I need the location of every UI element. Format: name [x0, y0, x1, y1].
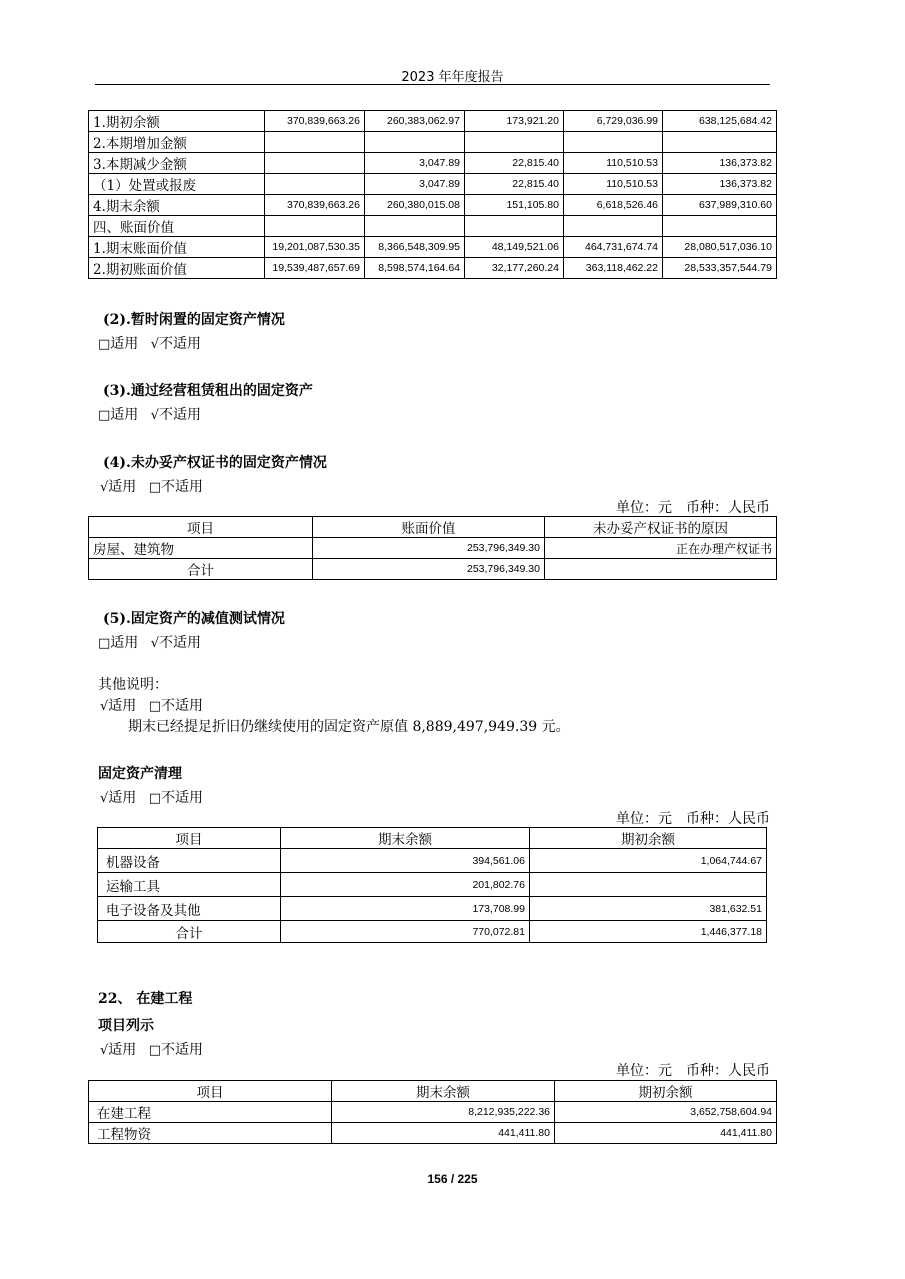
checkbox-unchecked-icon: □	[148, 791, 162, 806]
cell-value: 260,380,015.08	[365, 195, 465, 216]
cell-value: 370,839,663.26	[265, 111, 365, 132]
fixed-assets-impairment-table	[88, 110, 777, 279]
checkmark-icon: √	[150, 337, 160, 352]
applicability-line	[98, 333, 201, 353]
column-header: 期初余额	[530, 828, 767, 849]
cell-value: 28,080,517,036.10	[663, 237, 777, 258]
checkbox-unchecked-icon: □	[98, 408, 111, 423]
row-label: 4.期末余额	[89, 195, 265, 216]
cell-value	[663, 132, 777, 153]
column-header: 期末余额	[281, 828, 530, 849]
row-label: 2.期初账面价值	[89, 258, 265, 279]
cell-value: 1,446,377.18	[530, 921, 767, 943]
checkmark-icon: √	[150, 636, 160, 651]
row-label: 电子设备及其他	[98, 897, 281, 921]
cell-value	[465, 132, 564, 153]
table-row	[89, 216, 777, 237]
cell-value	[265, 153, 365, 174]
table-row	[89, 1123, 777, 1144]
cell-value: 638,125,684.42	[663, 111, 777, 132]
cell-value	[564, 216, 663, 237]
section-impairment-test-title: (5).固定资产的减值测试情况	[103, 611, 285, 627]
table-header-row	[98, 828, 767, 849]
cell-value	[530, 873, 767, 897]
cell-value: 110,510.53	[564, 174, 663, 195]
row-label: 房屋、建筑物	[89, 538, 313, 559]
no-certificate-table	[88, 516, 777, 580]
cell-value: 253,796,349.30	[313, 538, 545, 559]
option-applicable: 适用	[108, 790, 137, 806]
section-cleanup-title: 固定资产清理	[98, 766, 182, 782]
option-not-applicable: 不适用	[159, 336, 202, 352]
section-project-list-title: 项目列示	[98, 1018, 154, 1034]
cell-value: 151,105.80	[465, 195, 564, 216]
cell-value	[564, 132, 663, 153]
table-row	[98, 849, 767, 873]
applicability-line	[100, 695, 203, 715]
unit-currency-label: 单位：元 币种：人民币	[616, 811, 770, 827]
cell-value: 173,708.99	[281, 897, 530, 921]
checkmark-icon: √	[100, 699, 109, 714]
applicability-line	[100, 476, 203, 496]
cell-value	[465, 216, 564, 237]
construction-table	[88, 1080, 777, 1144]
page-number: 156 / 225	[427, 1172, 478, 1186]
option-not-applicable: 不适用	[159, 635, 202, 651]
column-header: 项目	[89, 517, 313, 538]
cell-reason	[545, 559, 777, 580]
cell-value: 6,618,526.46	[564, 195, 663, 216]
cell-value: 8,212,935,222.36	[332, 1102, 555, 1123]
row-label: 2.本期增加金额	[89, 132, 265, 153]
report-header-title: 2023 年年度报告	[401, 70, 504, 85]
cell-value	[663, 216, 777, 237]
option-applicable: 适用	[108, 479, 137, 495]
row-label: 机器设备	[98, 849, 281, 873]
column-header: 未办妥产权证书的原因	[545, 517, 777, 538]
section-construction-title: 22、 在建工程	[98, 991, 193, 1007]
cell-value: 28,533,357,544.79	[663, 258, 777, 279]
column-header: 账面价值	[313, 517, 545, 538]
checkmark-icon: √	[150, 408, 160, 423]
option-applicable: 适用	[110, 407, 139, 423]
cell-value: 770,072.81	[281, 921, 530, 943]
applicability-line	[100, 787, 203, 807]
cell-value: 136,373.82	[663, 174, 777, 195]
cell-value: 19,539,487,657.69	[265, 258, 365, 279]
option-not-applicable: 不适用	[161, 1042, 204, 1058]
checkbox-unchecked-icon: □	[98, 636, 111, 651]
checkmark-icon: √	[100, 480, 109, 495]
cell-value: 201,802.76	[281, 873, 530, 897]
table-row	[89, 258, 777, 279]
table-row	[89, 174, 777, 195]
cell-value: 637,989,310.60	[663, 195, 777, 216]
applicability-line	[98, 632, 201, 652]
cell-value	[365, 216, 465, 237]
option-not-applicable: 不适用	[161, 479, 204, 495]
checkmark-icon: √	[100, 791, 109, 806]
cell-value	[265, 216, 365, 237]
column-header: 项目	[98, 828, 281, 849]
other-notes-text: 期末已经提足折旧仍继续使用的固定资产原值 8,889,497,949.39 元。	[128, 719, 570, 735]
cell-reason: 正在办理产权证书	[545, 538, 777, 559]
row-label: 在建工程	[89, 1102, 332, 1123]
section-no-certificate-title: (4).未办妥产权证书的固定资产情况	[103, 455, 327, 471]
table-row	[89, 132, 777, 153]
table-row	[98, 897, 767, 921]
unit-currency-label: 单位：元 币种：人民币	[616, 1063, 770, 1079]
row-label: 合计	[98, 921, 281, 943]
cell-value: 8,598,574,164.64	[365, 258, 465, 279]
column-header: 项目	[89, 1081, 332, 1102]
cell-value: 394,561.06	[281, 849, 530, 873]
cell-value: 381,632.51	[530, 897, 767, 921]
table-header-row	[89, 517, 777, 538]
column-header: 期末余额	[332, 1081, 555, 1102]
table-row	[89, 559, 777, 580]
header-divider	[95, 84, 770, 85]
table-row	[89, 237, 777, 258]
cell-value: 441,411.80	[332, 1123, 555, 1144]
cell-value: 110,510.53	[564, 153, 663, 174]
row-label: 运输工具	[98, 873, 281, 897]
option-applicable: 适用	[110, 336, 139, 352]
cell-value: 22,815.40	[465, 153, 564, 174]
checkbox-unchecked-icon: □	[148, 480, 162, 495]
cell-value: 19,201,087,530.35	[265, 237, 365, 258]
cell-value: 370,839,663.26	[265, 195, 365, 216]
table-row	[89, 538, 777, 559]
section-idle-assets-title: (2).暂时闲置的固定资产情况	[103, 312, 285, 328]
unit-currency-label: 单位：元 币种：人民币	[616, 500, 770, 516]
cell-value: 363,118,462.22	[564, 258, 663, 279]
table-row	[98, 921, 767, 943]
applicability-line	[100, 1039, 203, 1059]
table-header-row	[89, 1081, 777, 1102]
cell-value: 6,729,036.99	[564, 111, 663, 132]
cell-value: 464,731,674.74	[564, 237, 663, 258]
section-leased-assets-title: (3).通过经营租赁租出的固定资产	[103, 383, 313, 399]
table-row	[98, 873, 767, 897]
row-label: 四、账面价值	[89, 216, 265, 237]
cell-value: 1,064,744.67	[530, 849, 767, 873]
column-header: 期初余额	[555, 1081, 777, 1102]
cell-value	[265, 174, 365, 195]
table-row	[89, 111, 777, 132]
checkbox-unchecked-icon: □	[148, 699, 162, 714]
cell-value	[265, 132, 365, 153]
row-label: 合计	[89, 559, 313, 580]
cell-value: 8,366,548,309.95	[365, 237, 465, 258]
option-applicable: 适用	[108, 698, 137, 714]
option-not-applicable: 不适用	[161, 790, 204, 806]
cell-value: 3,047.89	[365, 153, 465, 174]
cell-value: 173,921.20	[465, 111, 564, 132]
cell-value: 253,796,349.30	[313, 559, 545, 580]
applicability-line	[98, 404, 201, 424]
checkbox-unchecked-icon: □	[98, 337, 111, 352]
cell-value: 136,373.82	[663, 153, 777, 174]
checkmark-icon: √	[100, 1043, 109, 1058]
row-label: （1）处置或报废	[89, 174, 265, 195]
row-label: 1.期末账面价值	[89, 237, 265, 258]
row-label: 工程物资	[89, 1123, 332, 1144]
cell-value: 48,149,521.06	[465, 237, 564, 258]
cell-value: 3,047.89	[365, 174, 465, 195]
checkbox-unchecked-icon: □	[148, 1043, 162, 1058]
table-row	[89, 195, 777, 216]
option-not-applicable: 不适用	[159, 407, 202, 423]
cell-value: 3,652,758,604.94	[555, 1102, 777, 1123]
cell-value	[365, 132, 465, 153]
option-applicable: 适用	[108, 1042, 137, 1058]
cell-value: 22,815.40	[465, 174, 564, 195]
row-label: 1.期初余额	[89, 111, 265, 132]
cell-value: 32,177,260.24	[465, 258, 564, 279]
table-row	[89, 1102, 777, 1123]
cell-value: 260,383,062.97	[365, 111, 465, 132]
cell-value: 441,411.80	[555, 1123, 777, 1144]
option-applicable: 适用	[110, 635, 139, 651]
option-not-applicable: 不适用	[161, 698, 204, 714]
row-label: 3.本期减少金额	[89, 153, 265, 174]
table-row	[89, 153, 777, 174]
other-notes-title: 其他说明：	[98, 677, 168, 693]
cleanup-table	[97, 827, 767, 943]
